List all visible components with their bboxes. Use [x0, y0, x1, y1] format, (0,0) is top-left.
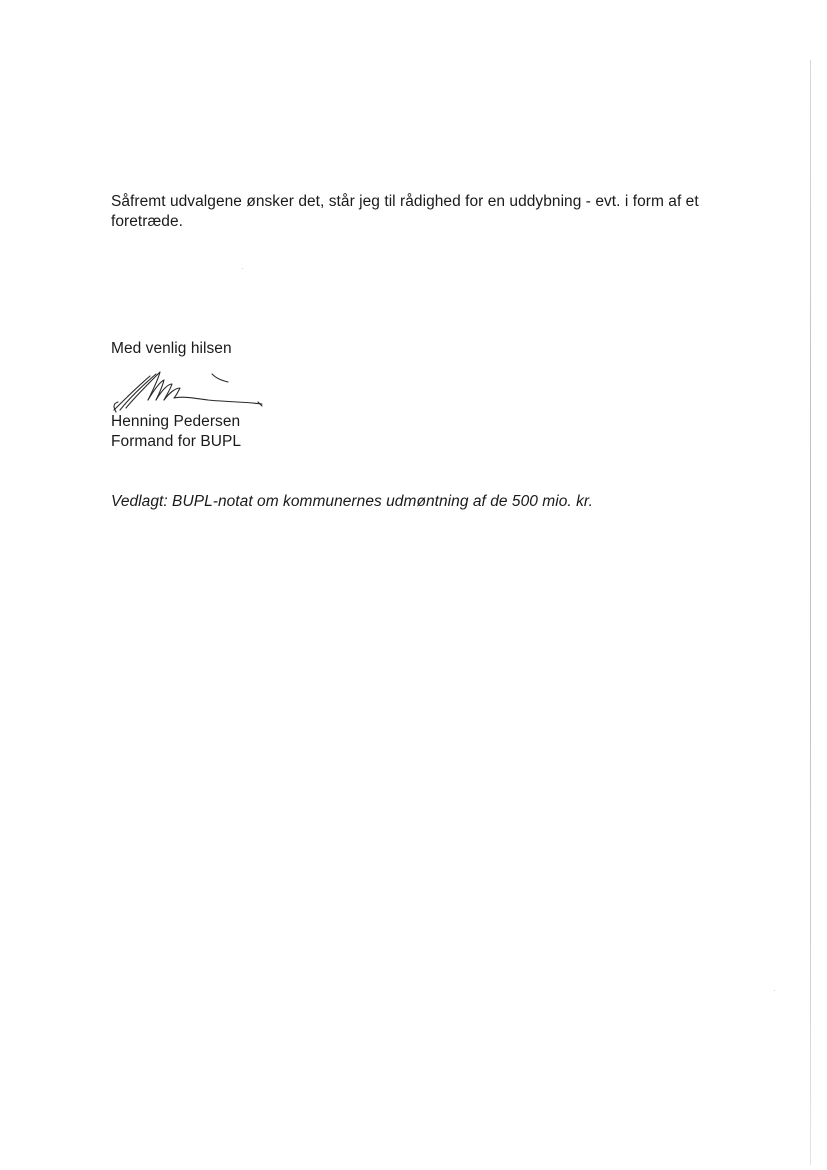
attachment-note: Vedlagt: BUPL-notat om kommunernes udmøntning af de 500 mio. kr. [111, 493, 593, 510]
closing-greeting: Med venlig hilsen [111, 340, 232, 357]
handwritten-signature-icon [108, 366, 268, 416]
scan-speck [774, 990, 775, 991]
scan-speck [242, 268, 243, 269]
signer-title: Formand for BUPL [111, 433, 242, 450]
body-paragraph: Såfremt udvalgene ønsker det, står jeg til rådighed for en uddybning - evt. i form af et foretræde. [111, 193, 699, 230]
signer-name: Henning Pedersen [111, 413, 241, 430]
scan-edge-line [810, 60, 811, 1165]
